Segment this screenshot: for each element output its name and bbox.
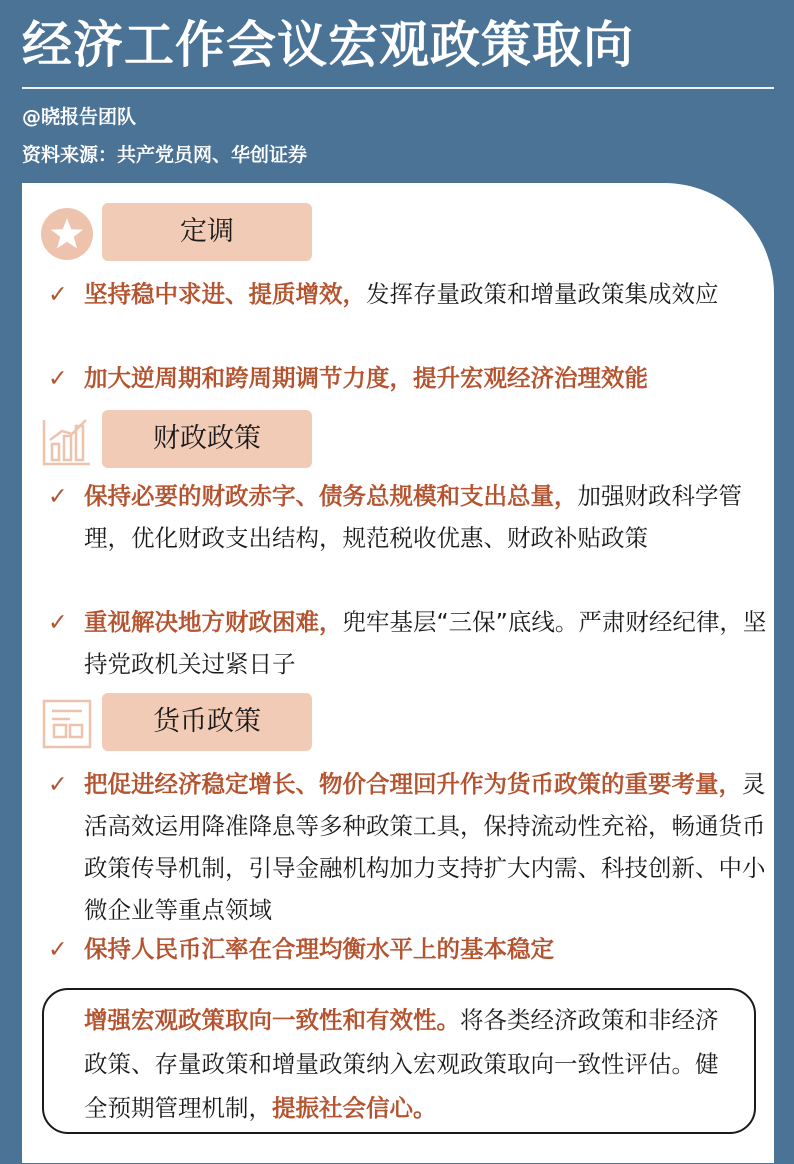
document-icon xyxy=(40,697,94,751)
bullet-highlight: 把促进经济稳定增长、物价合理回升作为货币政策的重要考量， xyxy=(84,770,742,798)
author-label: @晓报告团队 xyxy=(22,106,137,128)
list-item xyxy=(48,763,768,931)
bullet-highlight: 加大逆周期和跨周期调节力度，提升宏观经济治理效能 xyxy=(84,364,648,392)
summary-box xyxy=(42,988,756,1134)
bullet-highlight: 坚持稳中求进、提质增效， xyxy=(84,280,366,308)
list-item xyxy=(48,357,768,399)
list-item xyxy=(48,601,768,685)
page-title: 经济工作会议宏观政策取向 xyxy=(22,16,634,74)
check-icon: ✓ xyxy=(48,608,68,636)
section-label: 财政政策 xyxy=(102,410,312,468)
bullet-text: 加强财政科学管理，优化财政支出结构，规范税收优惠、财政补贴政策 xyxy=(84,482,742,552)
list-item xyxy=(48,475,768,559)
check-icon: ✓ xyxy=(48,770,68,798)
list-item xyxy=(48,273,768,315)
check-icon: ✓ xyxy=(48,280,68,308)
check-icon: ✓ xyxy=(48,482,68,510)
section-label: 货币政策 xyxy=(102,693,312,751)
bullet-text: 灵活高效运用降准降息等多种政策工具，保持流动性充裕，畅通货币政策传导机制，引导金融机构加力支持扩大内需、科技创新、中小微企业等重点领域 xyxy=(84,770,766,924)
check-icon: ✓ xyxy=(48,364,68,392)
summary-highlight-end: 提振社会信心。 xyxy=(272,1094,437,1122)
bar-chart-icon xyxy=(40,414,94,468)
list-item xyxy=(48,928,768,970)
bullet-text: 发挥存量政策和增量政策集成效应 xyxy=(366,280,719,308)
source-label: 资料来源：共产党员网、华创证券 xyxy=(22,144,308,166)
bullet-text: 兜牢基层“三保”底线。严肃财经纪律，坚持党政机关过紧日子 xyxy=(84,608,767,678)
bullet-highlight: 保持人民币汇率在合理均衡水平上的基本稳定 xyxy=(84,935,554,963)
bullet-highlight: 保持必要的财政赤字、债务总规模和支出总量， xyxy=(84,482,578,510)
section-label: 定调 xyxy=(102,203,312,261)
star-icon xyxy=(40,207,94,261)
title-divider xyxy=(22,87,774,89)
check-icon: ✓ xyxy=(48,935,68,963)
summary-text: 将各类经济政策和非经济政策、存量政策和增量政策纳入宏观政策取向一致性评估。健全预期管理机制， xyxy=(84,1006,719,1122)
content-card xyxy=(22,183,774,1163)
bullet-highlight: 重视解决地方财政困难， xyxy=(84,608,343,636)
summary-highlight-start: 增强宏观政策取向一致性和有效性。 xyxy=(84,1006,460,1034)
